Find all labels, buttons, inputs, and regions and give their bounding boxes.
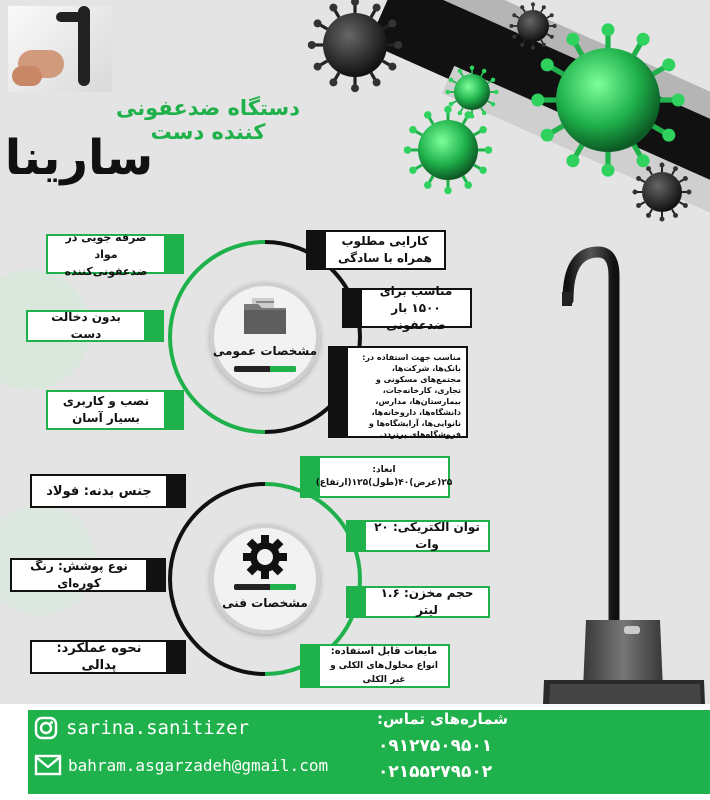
email-address: bahram.asgarzadeh@gmail.com [68, 755, 329, 775]
general-right-text-1: کارایی مطلوب همراه با سادگی [338, 234, 432, 265]
technical-right-label-4: مایعات قابل استفاده: [330, 646, 438, 657]
email-row[interactable] [34, 754, 328, 776]
technical-right-label-3: حجم مخزن: ۱.۶ لیتر [380, 586, 474, 617]
general-right-card-3 [346, 346, 468, 438]
general-hub [210, 282, 320, 392]
general-left-card-1 [46, 230, 166, 278]
virus-particle [633, 163, 692, 222]
technical-left-tab-1 [166, 474, 186, 508]
technical-left-tab-3 [166, 640, 186, 674]
technical-progress-bar [234, 584, 296, 590]
phone-1[interactable]: ۰۹۱۲۷۵۰۹۵۰۱ [378, 736, 493, 756]
technical-left-text-3: نحوه عملکرد: پدالی [56, 641, 142, 673]
general-title: مشخصات عمومی [212, 344, 318, 358]
technical-right-card-1 [315, 456, 453, 498]
technical-left-text-2: نوع پوشش: رنگ کوره‌ای [30, 559, 128, 590]
technical-right-card-2 [364, 520, 490, 552]
technical-right-tab-2 [346, 520, 366, 552]
general-left-text-1: صرفه جویی در مواد ضدعفونی‌کننده [64, 230, 148, 278]
virus-particle [404, 106, 493, 195]
technical-hub [210, 524, 320, 634]
general-right-text-2: مناسب برای ۱۵۰۰ بار ضدعفونی [379, 283, 453, 332]
instagram-icon [34, 716, 58, 740]
technical-right-tab-4 [300, 644, 320, 688]
technical-right-label-1: ابعاد: [372, 465, 396, 475]
technical-left-text-1: جنس بدنه: فولاد [46, 483, 152, 499]
general-right-card-2 [360, 283, 472, 332]
technical-right-label-2: توان الکتریکی: ۲۰ وات [374, 520, 480, 551]
page-subtitle: دستگاه ضدعفونی کننده دست [116, 96, 300, 144]
general-left-text-3: نصب و کاربری بسیار آسان [62, 394, 150, 425]
folder-icon [242, 296, 288, 336]
virus-particle [531, 23, 684, 176]
general-right-tab-1 [306, 230, 326, 270]
general-right-text-3: مناسب جهت استفاده در: بانک‌ها، شرکت‌ها، مجتمع‌های مسکونی و تجاری، کارخانه‌جات، بیمارستان‌ها، مدارس، دانشگاه‌ها، داروخانه‌ها، نانوایی‌ها، آرایشگاه‌ها و فروشگاه‌های پرتردد. [362, 353, 461, 439]
email-icon [34, 754, 62, 776]
general-left-tab-3 [164, 390, 184, 430]
instagram-handle: sarina.sanitizer [66, 717, 250, 739]
technical-left-tab-2 [146, 558, 166, 592]
virus-particle [445, 65, 498, 118]
technical-right-value-1: ۲۵(عرض)۴۰(طول)۱۲۵(ارتفاع) [315, 478, 453, 488]
general-left-card-2 [26, 310, 146, 342]
general-right-card-1 [324, 230, 446, 270]
technical-right-card-3 [364, 586, 490, 618]
general-left-tab-1 [164, 234, 184, 274]
virus-particle [308, 0, 402, 92]
hand-wash-photo [8, 6, 112, 92]
instagram-row[interactable] [34, 716, 249, 740]
general-right-tab-2 [342, 288, 362, 328]
general-progress-bar [234, 366, 296, 372]
technical-right-tab-3 [346, 586, 366, 618]
technical-left-card-2 [10, 558, 148, 592]
sanitizer-stand-illustration [540, 240, 710, 780]
gear-icon [242, 534, 288, 580]
virus-particle [509, 2, 556, 49]
general-left-text-2: بدون دخالت دست [51, 310, 121, 341]
general-left-tab-2 [144, 310, 164, 342]
general-left-card-3 [46, 390, 166, 430]
technical-right-card-4 [318, 644, 450, 688]
phones-label: شماره‌های تماس: [377, 710, 508, 728]
technical-left-card-1 [30, 474, 168, 508]
technical-title: مشخصات فنی [222, 596, 308, 610]
brand-title: سارینا [4, 130, 154, 186]
general-right-tab-3 [328, 346, 348, 438]
technical-left-card-3 [30, 640, 168, 674]
contact-section [0, 704, 710, 800]
phone-2[interactable]: ۰۲۱۵۵۲۷۹۵۰۲ [378, 762, 493, 782]
technical-right-value-4: انواع محلول‌های الکلی و غیر الکلی [330, 661, 438, 685]
